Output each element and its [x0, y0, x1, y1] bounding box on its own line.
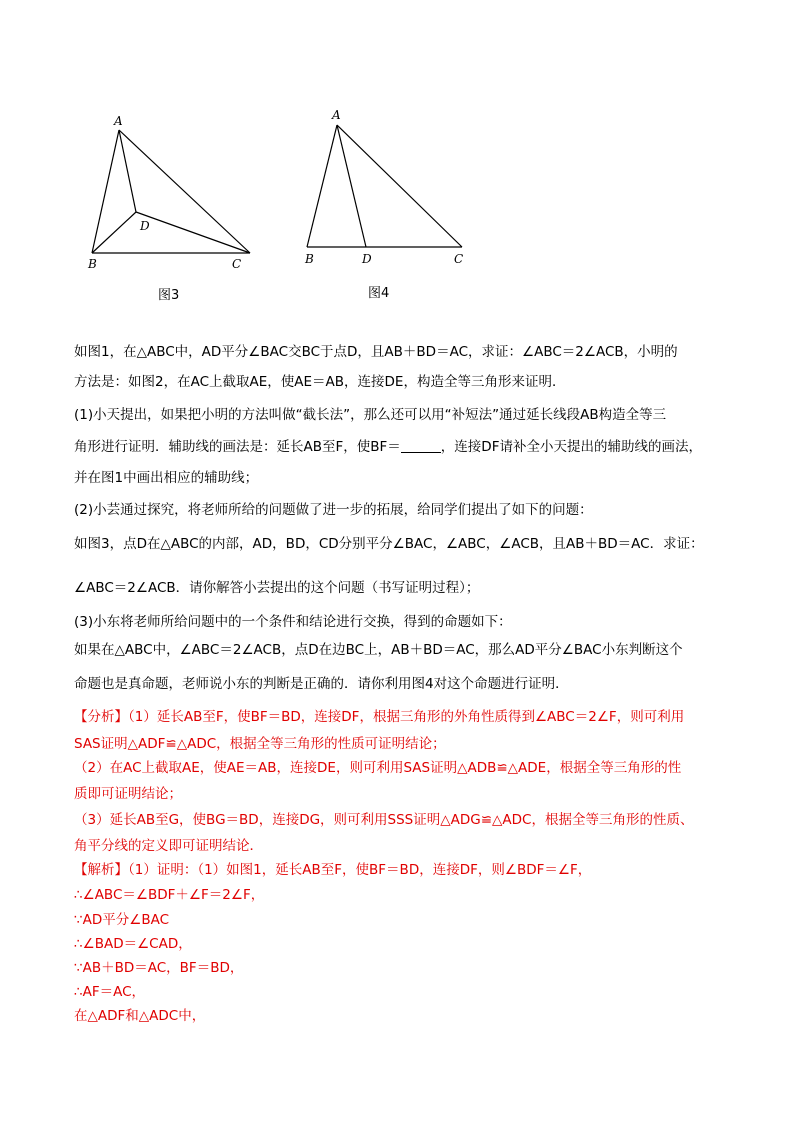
fig4-label-b: B: [305, 252, 314, 266]
fig3-label-a: A: [114, 114, 123, 128]
question-2-line-3: ∠ABC＝2∠ACB．请你解答小芸提出的这个问题（书写证明过程）；: [74, 580, 480, 596]
question-1-line-2-end: ，连接DF请补全小天提出的辅助线的画法，: [440, 439, 702, 455]
problem-intro-line-1: 如图1，在△ABC中，AD平分∠BAC交BC于点D，且AB＋BD＝AC，求证：∠ABC＝2∠ACB，小明的: [74, 344, 678, 360]
question-3-line-3: 命题也是真命题，老师说小东的判断是正确的．请你利用图4对这个命题进行证明．: [74, 676, 569, 692]
fig4-label-c: C: [454, 252, 464, 266]
figure-4-diagram: [300, 100, 470, 270]
figure-4: [300, 100, 470, 274]
fig3-label-b: B: [88, 257, 97, 271]
solution-line-1: 【解析】（1）证明：（1）如图1，延长AB至F，使BF＝BD，连接DF，则∠BDF＝∠F，: [74, 862, 592, 878]
analysis-2-line-2: 质即可证明结论；: [74, 786, 182, 802]
figure-3: [82, 108, 262, 272]
solution-line-3: ∵AD平分∠BAC: [74, 912, 170, 928]
fig4-label-a: A: [332, 108, 341, 122]
solution-line-4: ∴∠BAD＝∠CAD，: [74, 936, 192, 952]
analysis-3-line-2: 角平分线的定义即可证明结论．: [74, 838, 263, 854]
problem-intro-line-2: 方法是：如图2，在AC上截取AE，使AE＝AB，连接DE，构造全等三角形来证明．: [74, 374, 566, 390]
analysis-2-line-1: （2）在AC上截取AE，使AE＝AB，连接DE，则可利用SAS证明△ADB≌△ADE，根据全等三角形的性: [74, 760, 682, 776]
figure-3-diagram: [82, 108, 262, 271]
question-1-line-3: 并在图1中画出相应的辅助线；: [74, 470, 259, 486]
fig3-label-d: D: [140, 219, 150, 233]
solution-line-2: ∴∠ABC＝∠BDF＋∠F＝2∠F，: [74, 887, 265, 903]
solution-line-6: ∴AF＝AC，: [74, 984, 146, 1000]
question-1-line-2-start: 角形进行证明．辅助线的画法是：延长AB至F，使BF＝: [74, 439, 401, 455]
figure-4-caption: 图4: [368, 286, 390, 301]
figure-3-caption: 图3: [158, 288, 180, 303]
analysis-1-line-1: 【分析】（1）延长AB至F，使BF＝BD，连接DF，根据三角形的外角性质得到∠ABC＝2∠F，则可利用: [74, 709, 685, 725]
question-1-line-2: [74, 437, 754, 457]
analysis-1-line-2: SAS证明△ADF≌△ADC，根据全等三角形的性质可证明结论；: [74, 736, 446, 752]
question-3-line-1: (3)小东将老师所给问题中的一个条件和结论进行交换，得到的命题如下：: [74, 614, 512, 630]
fig4-label-d: D: [362, 252, 372, 266]
solution-line-7: 在△ADF和△ADC中，: [74, 1008, 206, 1024]
answer-blank: [401, 438, 441, 453]
question-2-line-2: 如图3，点D在△ABC的内部，AD，BD，CD分别平分∠BAC，∠ABC，∠ACB，且AB＋BD＝AC．求证：: [74, 536, 704, 552]
analysis-3-line-1: （3）延长AB至G，使BG＝BD，连接DG，则可利用SSS证明△ADG≌△ADC，根据全等三角形的性质、: [74, 812, 694, 828]
solution-line-5: ∵AB＋BD＝AC，BF＝BD，: [74, 960, 244, 976]
fig3-label-c: C: [232, 257, 242, 271]
question-3-line-2: 如果在△ABC中，∠ABC＝2∠ACB，点D在边BC上，AB＋BD＝AC，那么AD平分∠BAC小东判断这个: [74, 642, 683, 658]
question-2-line-1: (2)小芸通过探究，将老师所给的问题做了进一步的拓展，给同学们提出了如下的问题：: [74, 502, 593, 518]
question-1-line-1: (1)小天提出，如果把小明的方法叫做“截长法”，那么还可以用“补短法”通过延长线段AB构造全等三: [74, 407, 667, 423]
